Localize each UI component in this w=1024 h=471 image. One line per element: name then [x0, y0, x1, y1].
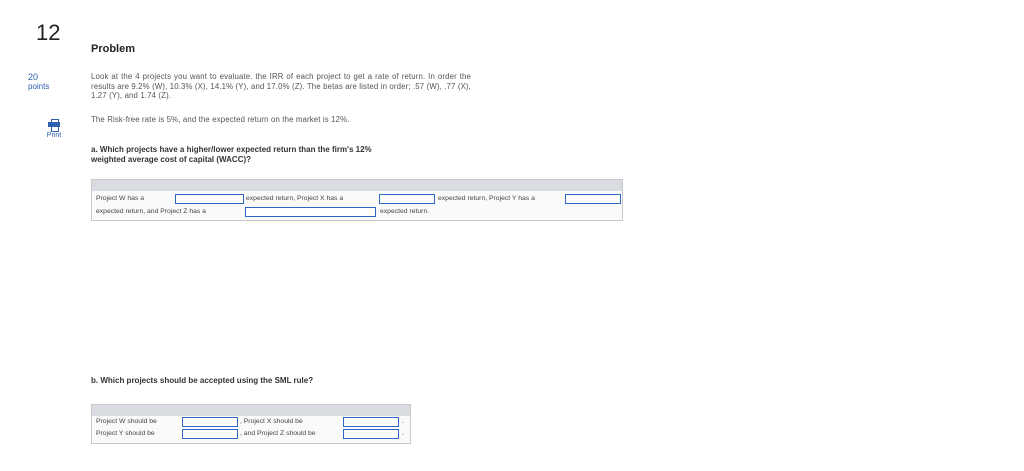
project-x-accept-select[interactable]: [343, 417, 399, 427]
question-number: 12: [36, 20, 61, 45]
part-a-text-1: Project W has a: [96, 195, 144, 202]
risk-free-statement: The Risk-free rate is 5%, and the expected return on the market is 12%.: [91, 115, 350, 124]
project-z-return-select[interactable]: [245, 207, 376, 217]
answer-box-header: [92, 180, 622, 191]
part-a-question: a. Which projects have a higher/lower expected return than the firm's 12% weighted average cost of capital (WACC)?: [91, 145, 372, 164]
points-value: 20: [28, 72, 39, 82]
problem-intro: Look at the 4 projects you want to evaluate. the IRR of each project to get a rate of return. In order the results are 9.2% (W), 10.3% (X), 14.1% (Y), and 17.0% (Z). The betas are listed in order; .57 (W), .77 (X), 1.27 (Y), and 1.74 (Z).: [91, 72, 471, 101]
project-z-accept-select[interactable]: [343, 429, 399, 439]
print-button[interactable]: [42, 119, 66, 139]
project-y-label: Project Y should be: [96, 430, 155, 437]
part-b-question: b. Which projects should be accepted using the SML rule?: [91, 376, 314, 385]
part-a-text-2: expected return, Project X has a: [246, 195, 344, 202]
problem-title: Problem: [91, 43, 136, 55]
part-a-text-3: expected return, Project Y has a: [438, 195, 535, 202]
part-a-text-4: expected return, and Project Z has a: [96, 208, 206, 215]
project-w-return-select[interactable]: [175, 194, 244, 204]
print-label: Print: [46, 132, 62, 139]
project-x-return-select[interactable]: [379, 194, 435, 204]
project-y-return-select[interactable]: [565, 194, 621, 204]
part-a-text-5: expected return.: [380, 208, 430, 215]
part-b-answer-box: [91, 404, 411, 444]
project-z-label: , and Project Z should be: [240, 430, 316, 437]
part-a-answer-box: [91, 179, 623, 221]
period: .: [402, 418, 404, 425]
project-x-label: , Project X should be: [240, 418, 303, 425]
project-w-label: Project W should be: [96, 418, 157, 425]
answer-box-header: [92, 405, 410, 416]
period: .: [402, 430, 404, 437]
project-w-accept-select[interactable]: [182, 417, 238, 427]
points-indicator: [28, 73, 68, 91]
project-y-accept-select[interactable]: [182, 429, 238, 439]
points-label: points: [28, 82, 50, 91]
printer-icon: [48, 119, 60, 131]
